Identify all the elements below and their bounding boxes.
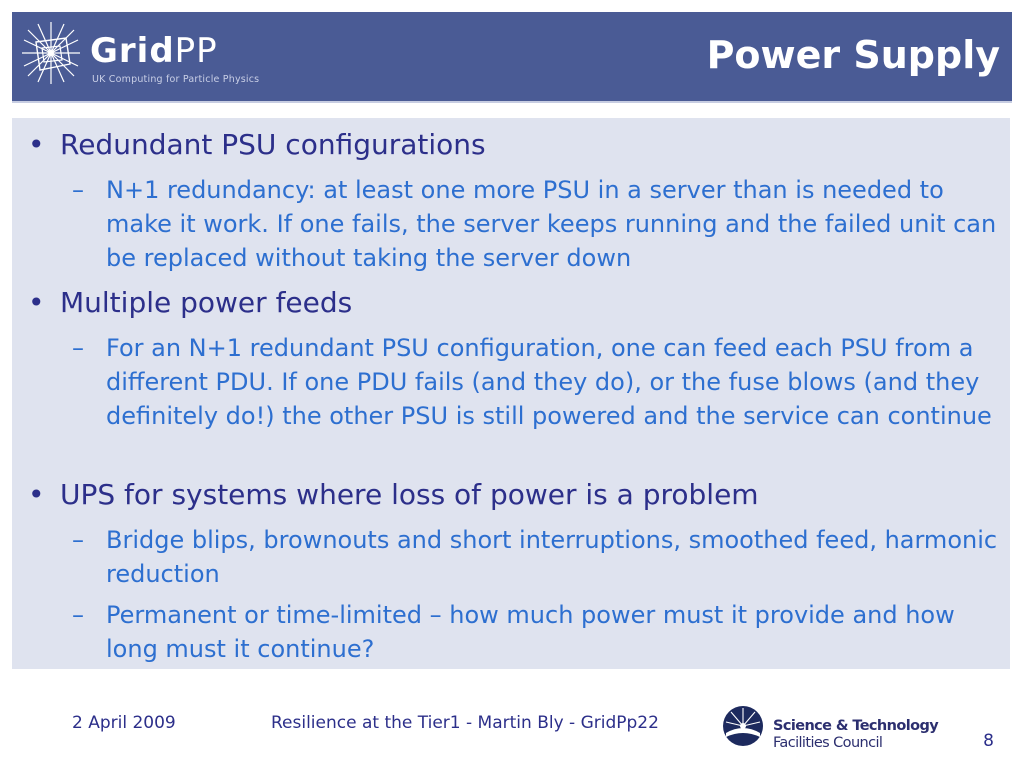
slide-title: Power Supply — [706, 33, 1000, 77]
slide-header — [12, 12, 1012, 103]
org-name-line1: Science & Technology — [773, 718, 939, 734]
gridpp-star-icon — [20, 20, 82, 86]
logo-tagline: UK Computing for Particle Physics — [92, 74, 260, 85]
sub-bullet-text: Bridge blips, brownouts and short interruptions, smoothed feed, harmonic reduction — [106, 526, 998, 588]
sub-bullet-text: For an N+1 redundant PSU configuration, one can feed each PSU from a different PDU. If one PDU fails (and they do), or the fuse blows (and they definitely do!) the other PSU is still powered and the service can continue — [106, 334, 992, 430]
sub-bullet-marker: – — [72, 334, 84, 362]
bullet-text: UPS for systems where loss of power is a problem — [60, 478, 759, 511]
logo-word-light: PP — [174, 31, 218, 71]
sub-bullet-marker: – — [72, 526, 84, 554]
sub-bullet-text: N+1 redundancy: at least one more PSU in a server than is needed to make it work. If one fails, the server keeps running and the failed unit can be replaced without taking the server down — [106, 176, 997, 272]
org-name-line2: Facilities Council — [773, 735, 883, 751]
bullet-text: Multiple power feeds — [60, 286, 353, 319]
sub-bullet-text: Permanent or time-limited – how much power must it provide and how long must it continue? — [106, 601, 955, 663]
sub-bullet-marker: – — [72, 601, 84, 629]
sub-bullet-marker: – — [72, 176, 84, 204]
bullet-text: Redundant PSU configurations — [60, 128, 486, 161]
logo-word-bold: Grid — [90, 31, 175, 71]
footer-presentation-info: Resilience at the Tier1 - Martin Bly - GridPp22 — [271, 713, 659, 733]
footer-date: 2 April 2009 — [72, 713, 176, 733]
stfc-logo-text — [773, 718, 938, 752]
slide-content — [12, 118, 1010, 669]
bullet-marker: • — [28, 478, 45, 511]
gridpp-logo-wordmark — [90, 31, 218, 71]
bullet-marker: • — [28, 128, 45, 161]
page-number: 8 — [983, 731, 994, 751]
stfc-logo-icon — [722, 705, 764, 747]
bullet-marker: • — [28, 286, 45, 319]
